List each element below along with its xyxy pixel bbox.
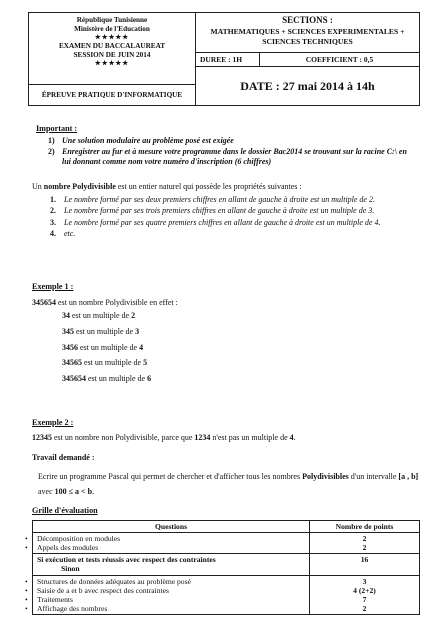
important-title: Important : xyxy=(36,124,78,133)
important-section xyxy=(36,124,416,169)
table-row: Si exécution et tests réussis avec respect des contraintes Sinon 16 xyxy=(33,554,420,575)
sections-line-1: MATHEMATIQUES + SCIENCES EXPERIMENTALES + xyxy=(210,26,405,36)
travail-title: Travail demandé : xyxy=(32,453,95,462)
points-header: Nombre de points xyxy=(310,521,420,533)
header-left xyxy=(29,13,196,105)
important-list xyxy=(36,136,416,167)
example1-section xyxy=(32,282,412,383)
stars-decoration-2: ★★★★★ xyxy=(94,60,130,68)
exam-date: DATE : 27 mai 2014 à 14h xyxy=(240,78,375,93)
header-ministry-block xyxy=(29,13,195,85)
definition-item: 1. Le nombre formé par ses deux premiers chiffres en allant de gauche à droite est un multiple de 2. xyxy=(50,194,375,204)
example1-line: 345 est un multiple de 3 xyxy=(62,327,140,337)
sections-block xyxy=(196,13,419,53)
important-item: 2) Enregistrer au fur et à mesure votre programme dans le dossier Bac2014 se trouvant sur la racine C:\ en lui donnant comme nom votre numéro d'inscription (6 chiffres) xyxy=(48,147,407,167)
definition-item: 4. etc. xyxy=(50,229,76,239)
definition-item: 3. Le nombre formé par ses quatre premiers chiffres en allant de gauche à droite est un multiple de 4. xyxy=(50,217,381,227)
example1-intro: 345654 est un nombre Polydivisible en effet : xyxy=(32,297,178,307)
example1-line: 34565 est un multiple de 5 xyxy=(62,358,148,368)
table-row: • Décomposition en modules • Appels des modules 2 2 xyxy=(33,533,420,554)
stars-decoration: ★★★★★ xyxy=(94,34,130,41)
definition-intro: Un nombre Polydivisible est un entier naturel qui possède les propriétés suivantes : xyxy=(32,182,302,191)
example1-line: 345654 est un multiple de 6 xyxy=(62,373,152,383)
table-header-row xyxy=(33,521,420,533)
example1-line: 3456 est un multiple de 4 xyxy=(62,342,144,352)
example1-line: 34 est un multiple de 2 xyxy=(62,311,136,321)
example2-title: Exemple 2 : xyxy=(32,418,74,427)
definition-item: 2. Le nombre formé par ses trois premiers chiffres en allant de gauche à droite est un multiple de 3. xyxy=(50,206,375,216)
epreuve-label: ÉPREUVE PRATIQUE D'INFORMATIQUE xyxy=(41,90,183,99)
duration-coef-row xyxy=(196,53,419,67)
example1-lines xyxy=(32,311,412,383)
duration-label: DUREE : 1H xyxy=(196,53,260,66)
ministry-label: Ministère de l'Education xyxy=(74,25,150,33)
important-item: 1) Une solution modulaire au problème posé est exigée xyxy=(48,135,234,145)
travail-text: Ecrire un programme Pascal qui permet de chercher et d'afficher tous les nombres Polydivisibles d'un intervalle [a , b] avec 100 ≤ a < b. xyxy=(38,471,419,496)
exam-name: EXAMEN DU BACCALAUREAT xyxy=(58,42,166,51)
grille-section xyxy=(32,506,412,516)
grille-title: Grille d'évaluation xyxy=(32,506,98,515)
example1-title: Exemple 1 : xyxy=(32,282,74,291)
definition-list xyxy=(32,195,412,239)
sections-title: SECTIONS : xyxy=(282,15,333,25)
example2-section xyxy=(32,418,412,442)
example2-text: 12345 est un nombre non Polydivisible, parce que 1234 n'est pas un multiple de 4. xyxy=(32,432,296,442)
coefficient-label: COEFFICIENT : 0,5 xyxy=(305,55,374,64)
travail-section xyxy=(32,453,420,499)
definition-section xyxy=(32,182,412,241)
sections-line-2: SCIENCES TECHNIQUES xyxy=(262,36,353,46)
header-right xyxy=(196,13,419,105)
questions-header: Questions xyxy=(33,521,310,533)
table-row: • Structures de données adéquates au problème posé • Saisie de a et b avec respect des contraintes • Traitements • Affichage des nombres 3 4 (2+2) 7 2 xyxy=(33,575,420,614)
evaluation-table xyxy=(32,520,420,615)
republic-label: République Tunisienne xyxy=(76,16,148,24)
session-label: SESSION DE JUIN 2014 xyxy=(73,51,151,60)
exam-header xyxy=(28,12,420,106)
